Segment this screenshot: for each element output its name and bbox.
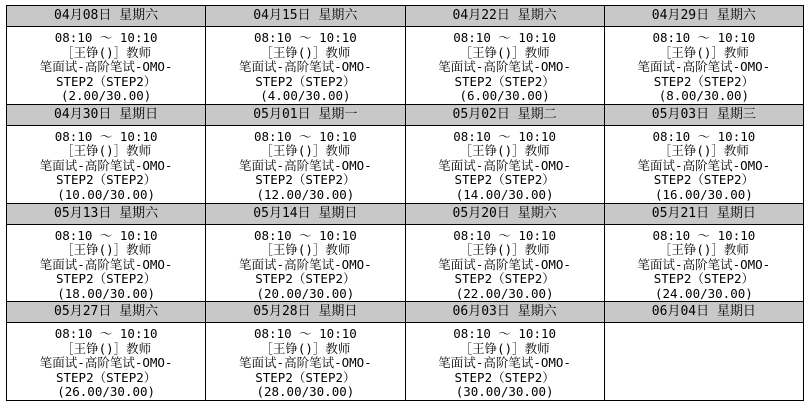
session-course: 笔面试-高阶笔试-OMO- [39, 59, 173, 74]
schedule-grid [6, 5, 804, 401]
cell-session[interactable] [406, 323, 604, 400]
session-teacher: ［王铮()］教师 [459, 242, 550, 257]
session-teacher: ［王铮()］教师 [459, 44, 550, 60]
session-step: STEP2（STEP2） [454, 271, 555, 286]
schedule-cell [206, 6, 405, 105]
session-step: STEP2（STEP2） [454, 73, 555, 89]
cell-session[interactable] [406, 126, 604, 203]
cell-date: 04月22日 星期六 [406, 6, 604, 27]
schedule-cell [7, 302, 206, 401]
cell-date: 05月14日 星期日 [206, 204, 404, 225]
session-step: STEP2（STEP2） [255, 271, 356, 286]
cell-date: 06月03日 星期六 [406, 302, 604, 323]
cell-session[interactable] [7, 225, 205, 302]
session-teacher: ［王铮()］教师 [658, 143, 749, 159]
session-progress: (30.00/30.00) [455, 384, 554, 400]
cell-date: 05月21日 星期日 [605, 204, 803, 225]
session-progress: (10.00/30.00) [57, 186, 156, 202]
cell-empty [605, 323, 803, 400]
cell-session[interactable] [605, 225, 803, 302]
session-time: 08:10 ～ 10:10 [453, 326, 557, 342]
session-time: 08:10 ～ 10:10 [253, 326, 357, 342]
cell-session[interactable] [7, 27, 205, 104]
session-step: STEP2（STEP2） [454, 369, 555, 385]
session-progress: (24.00/30.00) [654, 285, 753, 301]
session-teacher: ［王铮()］教师 [61, 242, 152, 257]
session-progress: (22.00/30.00) [455, 285, 554, 301]
session-step: STEP2（STEP2） [255, 369, 356, 385]
session-course: 笔面试-高阶笔试-OMO- [239, 157, 372, 173]
session-teacher: ［王铮()］教师 [658, 44, 749, 60]
schedule-cell [206, 105, 405, 204]
session-course: 笔面试-高阶笔试-OMO- [438, 256, 571, 272]
session-course: 笔面试-高阶笔试-OMO- [438, 157, 571, 173]
cell-session[interactable] [206, 27, 404, 104]
cell-date: 05月20日 星期六 [406, 204, 604, 225]
cell-session[interactable] [605, 27, 803, 104]
schedule-cell [206, 302, 405, 401]
session-course: 笔面试-高阶笔试-OMO- [239, 355, 372, 371]
schedule-cell [406, 6, 605, 105]
session-time: 08:10 ～ 10:10 [453, 128, 557, 144]
session-teacher: ［王铮()］教师 [260, 143, 351, 159]
session-course: 笔面试-高阶笔试-OMO- [39, 355, 173, 371]
session-progress: (16.00/30.00) [654, 186, 753, 202]
cell-date: 05月28日 星期日 [206, 302, 404, 323]
session-step: STEP2（STEP2） [55, 73, 157, 89]
cell-date: 05月27日 星期六 [7, 302, 205, 323]
session-step: STEP2（STEP2） [653, 271, 754, 286]
session-time: 08:10 ～ 10:10 [652, 227, 756, 243]
session-time: 08:10 ～ 10:10 [453, 30, 557, 45]
cell-date: 06月04日 星期日 [605, 302, 803, 323]
schedule-cell [7, 105, 206, 204]
session-course: 笔面试-高阶笔试-OMO- [438, 355, 571, 371]
session-progress: (4.00/30.00) [260, 88, 351, 103]
schedule-cell [406, 204, 605, 303]
session-time: 08:10 ～ 10:10 [54, 128, 158, 144]
schedule-cell [605, 105, 804, 204]
schedule-cell [7, 204, 206, 303]
cell-session[interactable] [406, 27, 604, 104]
session-progress: (26.00/30.00) [57, 384, 156, 400]
session-time: 08:10 ～ 10:10 [453, 227, 557, 243]
session-course: 笔面试-高阶笔试-OMO- [239, 256, 372, 272]
cell-session[interactable] [206, 323, 404, 400]
schedule-cell [7, 6, 206, 105]
session-time: 08:10 ～ 10:10 [652, 128, 756, 144]
session-teacher: ［王铮()］教师 [459, 340, 550, 356]
session-time: 08:10 ～ 10:10 [253, 128, 357, 144]
session-step: STEP2（STEP2） [55, 271, 157, 286]
cell-date: 05月03日 星期三 [605, 105, 803, 126]
session-step: STEP2（STEP2） [255, 73, 356, 89]
cell-date: 05月01日 星期一 [206, 105, 404, 126]
cell-date: 05月02日 星期二 [406, 105, 604, 126]
cell-date: 04月30日 星期日 [7, 105, 205, 126]
session-progress: (14.00/30.00) [455, 186, 554, 202]
session-teacher: ［王铮()］教师 [61, 143, 152, 159]
session-step: STEP2（STEP2） [653, 172, 754, 188]
session-teacher: ［王铮()］教师 [260, 44, 351, 60]
cell-session[interactable] [406, 225, 604, 302]
session-course: 笔面试-高阶笔试-OMO- [239, 59, 372, 74]
cell-session[interactable] [605, 126, 803, 203]
cell-session[interactable] [7, 323, 205, 400]
session-step: STEP2（STEP2） [55, 369, 157, 385]
session-time: 08:10 ～ 10:10 [652, 30, 756, 45]
session-progress: (20.00/30.00) [256, 285, 355, 301]
session-step: STEP2（STEP2） [255, 172, 356, 188]
cell-date: 04月15日 星期六 [206, 6, 404, 27]
session-time: 08:10 ～ 10:10 [253, 30, 357, 45]
session-time: 08:10 ～ 10:10 [54, 30, 158, 45]
session-step: STEP2（STEP2） [454, 172, 555, 188]
session-progress: (8.00/30.00) [658, 88, 750, 103]
session-course: 笔面试-高阶笔试-OMO- [39, 157, 173, 173]
session-teacher: ［王铮()］教师 [459, 143, 550, 159]
cell-date: 05月13日 星期六 [7, 204, 205, 225]
session-teacher: ［王铮()］教师 [260, 242, 351, 257]
session-course: 笔面试-高阶笔试-OMO- [637, 256, 771, 272]
session-step: STEP2（STEP2） [55, 172, 157, 188]
session-course: 笔面试-高阶笔试-OMO- [637, 59, 771, 74]
schedule-cell [605, 204, 804, 303]
session-course: 笔面试-高阶笔试-OMO- [39, 256, 173, 272]
session-progress: (2.00/30.00) [60, 88, 152, 103]
session-course: 笔面试-高阶笔试-OMO- [637, 157, 771, 173]
session-teacher: ［王铮()］教师 [658, 242, 749, 257]
schedule-cell [605, 302, 804, 401]
session-progress: (6.00/30.00) [459, 88, 550, 103]
schedule-cell [605, 6, 804, 105]
session-progress: (12.00/30.00) [256, 186, 355, 202]
session-course: 笔面试-高阶笔试-OMO- [438, 59, 571, 74]
schedule-cell [406, 105, 605, 204]
cell-date: 04月08日 星期六 [7, 6, 205, 27]
cell-date: 04月29日 星期六 [605, 6, 803, 27]
session-step: STEP2（STEP2） [653, 73, 754, 89]
cell-session[interactable] [7, 126, 205, 203]
session-time: 08:10 ～ 10:10 [54, 227, 158, 243]
schedule-cell [206, 204, 405, 303]
session-progress: (18.00/30.00) [57, 285, 156, 301]
schedule-cell [406, 302, 605, 401]
session-teacher: ［王铮()］教师 [61, 340, 152, 356]
session-teacher: ［王铮()］教师 [61, 44, 152, 60]
session-time: 08:10 ～ 10:10 [253, 227, 357, 243]
cell-session[interactable] [206, 225, 404, 302]
session-time: 08:10 ～ 10:10 [54, 326, 158, 342]
session-teacher: ［王铮()］教师 [260, 340, 351, 356]
cell-session[interactable] [206, 126, 404, 203]
session-progress: (28.00/30.00) [256, 384, 355, 400]
